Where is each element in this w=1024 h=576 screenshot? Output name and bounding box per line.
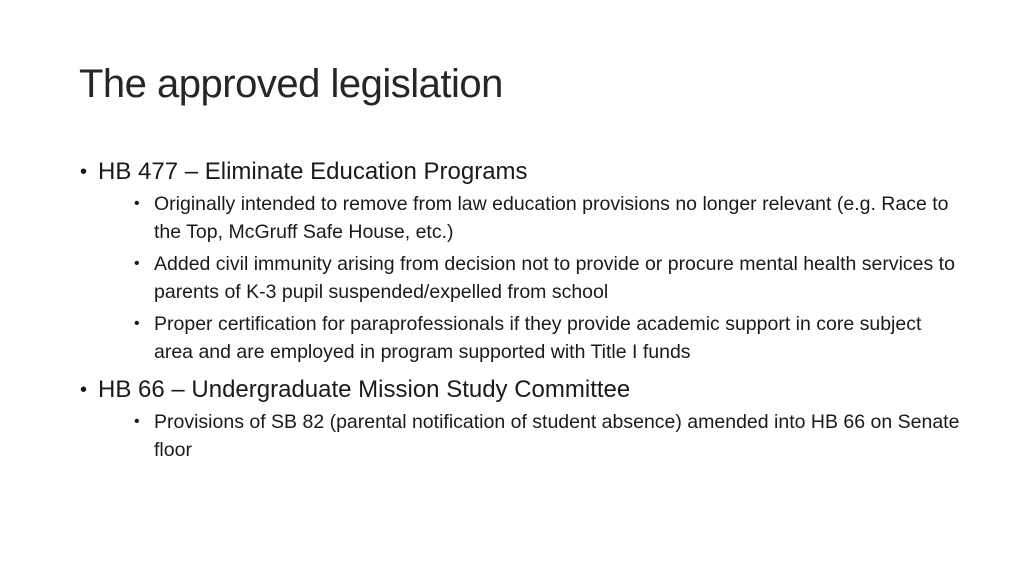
bullet-list	[80, 155, 960, 464]
sub-list-item-text: Added civil immunity arising from decision not to provide or procure mental health services to parents of K-3 pupil suspended/expelled from school	[154, 253, 955, 303]
slide-title: The approved legislation	[79, 62, 503, 106]
bullet-icon: •	[134, 195, 140, 212]
bullet-icon: •	[134, 315, 140, 332]
sub-list-item	[98, 190, 960, 246]
sub-list-item-text: Proper certification for paraprofessionals if they provide academic support in core subject area and are employed in program supported with Title I funds	[154, 313, 922, 363]
bullet-icon: •	[134, 255, 140, 272]
list-item-heading: HB 66 – Undergraduate Mission Study Committee	[98, 376, 631, 403]
list-item-hb-66	[80, 373, 960, 464]
list-item-heading: HB 477 – Eliminate Education Programs	[98, 158, 528, 185]
sub-list-item	[98, 310, 960, 366]
sub-list-item-text: Originally intended to remove from law education provisions no longer relevant (e.g. Race to the Top, McGruff Safe House, etc.)	[154, 193, 949, 243]
slide-content	[80, 155, 960, 471]
sub-bullet-list	[98, 408, 960, 464]
bullet-icon: •	[80, 379, 88, 401]
bullet-icon: •	[80, 161, 88, 183]
sub-list-item-text: Provisions of SB 82 (parental notification of student absence) amended into HB 66 on Senate floor	[154, 411, 960, 461]
bullet-icon: •	[134, 413, 140, 430]
sub-bullet-list	[98, 190, 960, 366]
sub-list-item	[98, 408, 960, 464]
list-item-hb-477	[80, 155, 960, 366]
sub-list-item	[98, 250, 960, 306]
